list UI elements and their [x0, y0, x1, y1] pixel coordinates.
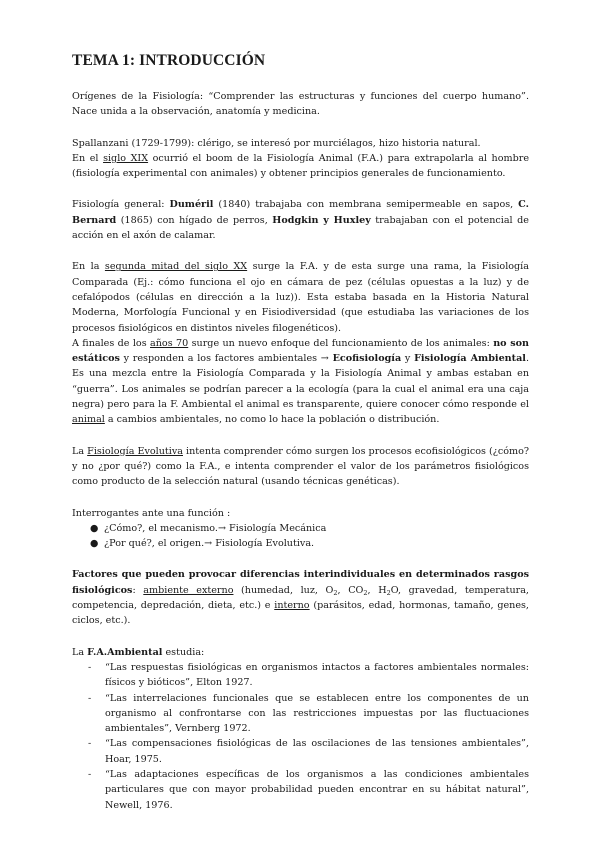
list-item: - “Las interrelaciones funcionales que se establecen entre los componentes de un organismo al confrontarse con las restricciones impuestas por las fluctuaciones ambientales”, Vernberg 1972. [88, 692, 529, 735]
underline-siglo-xix: siglo XIX [103, 152, 149, 164]
underline-segunda-mitad: segunda mitad del siglo XX [104, 261, 248, 273]
list-item: - “Las adaptaciones específicas de los organismos a las condiciones ambientales particulares que con mayor probabilidad pueden encontrar en su hábitat natural”, Newell, 1976. [88, 768, 529, 811]
underline-ambiente-externo: ambiente externo [143, 584, 234, 596]
bold-dumeril: Duméril [169, 199, 214, 211]
paragraph-fisiologia-comparada: En la segunda mitad del siglo XX surge la F.A. y de esta surge una rama, la Fisiología Comparada (Ej.: cómo funciona el ojo en cámara de pez (células opuestas a la luz) y de cefalópodos (células en dirección a la luz)). Esta estaba basada en la Historia Natural Moderna, Morfología Funcional y en Fisiodiversidad (que estudiaba las variaciones de los procesos fisiológicos en distintos niveles filogenéticos). [72, 261, 529, 334]
dash-marker: - [88, 768, 92, 780]
bold-ecofisiologia: Ecofisiología [332, 353, 402, 365]
paragraph-origenes: Orígenes de la Fisiología: “Comprender las estructuras y funciones del cuerpo humano”. Nace unida a la observación, anatomía y medicina. [72, 91, 529, 118]
bold-factores: Factores que pueden provocar diferencias interindividuales en determinados rasgos fisiológicos [72, 569, 529, 596]
underline-interno: interno [274, 600, 310, 612]
list-item: ● ¿Cómo?, el mecanismo.→ Fisiología Mecánica [72, 521, 529, 536]
dash-marker: - [88, 661, 92, 673]
bullet-icon: ● [90, 522, 99, 534]
bullet-list [72, 521, 529, 552]
paragraph-factores: Factores que pueden provocar diferencias interindividuales en determinados rasgos fisiológicos: ambiente externo (humedad, luz, $O_2$, $CO_2$, $H_2O$, gravedad, temperatura, competencia, depredación, dieta, etc.) e interno (parásitos, edad, hormonas, tamaño, genes, ciclos, etc.). [72, 569, 529, 627]
list-item: ● ¿Por qué?, el origen.→ Fisiología Evolutiva. [72, 536, 529, 551]
bold-fa-ambiental: F.A.Ambiental [87, 646, 163, 658]
bold-bernard: C. Bernard [72, 199, 529, 226]
underline-anos-70: años 70 [150, 337, 189, 349]
paragraph-fisiologia-evolutiva: La Fisiología Evolutiva intenta comprender cómo surgen los procesos ecofisiológicos (¿cómo? y no ¿por qué?) como la F.A., e intenta comprender el valor de los parámetros fisiológicos como producto de la selección natural (usando técnicas genéticas). [72, 445, 530, 488]
dash-marker: - [88, 738, 92, 750]
bold-no-estaticos: no son estáticos [72, 337, 530, 365]
paragraph-spallanzani: Spallanzani (1729-1799): clérigo, se interesó por murciélagos, hizo historia natural. [72, 137, 481, 149]
bold-fisiologia-ambiental: Fisiología Ambiental [414, 353, 526, 365]
paragraph-interrogantes: Interrogantes ante una función : [72, 507, 231, 519]
underline-fisiologia-evolutiva: Fisiología Evolutiva [87, 445, 183, 457]
underline-animal: animal [72, 414, 105, 426]
bullet-icon: ● [90, 538, 99, 550]
paragraph-ecofisiologia: A finales de los años 70 surge un nuevo enfoque del funcionamiento de los animales: no son estáticos y responden a los factores ambientales → Ecofisiología y Fisiología Ambiental. Es una mezcla entre la Fisiología Comparada y la Fisiología Animal y ambas estaban en “guerra”. Los animales se podrían parecer a la ecología (para la cual el animal era una caja negra) pero para la F. Ambiental el animal es transparente, quiere conocer cómo responde el animal a cambios ambientales, no como lo hace la población o distribución. [72, 337, 530, 426]
paragraph-fisiologia-general: Fisiología general: Duméril (1840) trabajaba con membrana semipermeable en sapos, C. Bernard (1865) con hígado de perros, Hodgkin y Huxley trabajaban con el potencial de acción en el axón de calamar. [72, 199, 529, 242]
document-page [72, 52, 529, 813]
page-title: TEMA 1: INTRODUCCIÓN [72, 52, 266, 69]
paragraph-fa-ambiental: La F.A.Ambiental estudia: [72, 646, 205, 658]
paragraph-siglo-xix: En el siglo XIX ocurrió el boom de la Fisiología Animal (F.A.) para extrapolarla al hombre (fisiología experimental con animales) y obtener principios generales de funcionamiento. [72, 152, 530, 180]
dash-marker: - [88, 692, 92, 704]
list-item: - “Las respuestas fisiológicas en organismos intactos a factores ambientales normales: físicos y bióticos”, Elton 1927. [88, 661, 529, 689]
list-item: - “Las compensaciones fisiológicas de las oscilaciones de las tensiones ambientales”, Hoar, 1975. [88, 738, 529, 765]
bold-hodgkin-huxley: Hodgkin y Huxley [272, 214, 371, 226]
quote-list [72, 660, 529, 813]
